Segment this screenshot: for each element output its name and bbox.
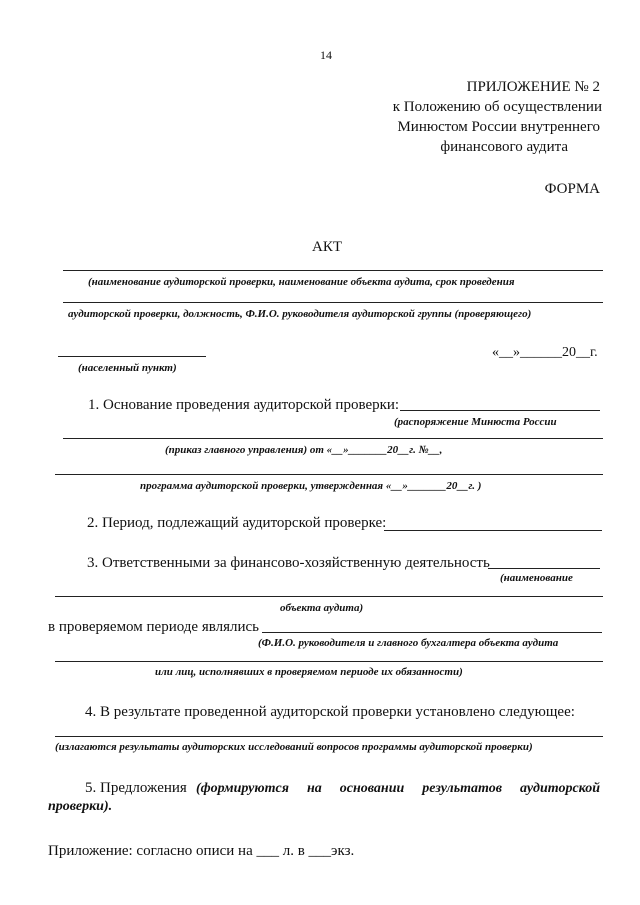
act-title: АКТ [312,239,342,255]
section-2-label: 2. Период, подлежащий аудиторской проверке: [87,515,387,531]
fill-line[interactable] [384,530,602,531]
appendix-line-1: к Положению об осуществлении [392,99,602,115]
fill-line[interactable] [63,438,603,439]
date-field: «__»______20__г. [492,345,598,360]
section-5-text-line-2: проверки). [48,799,113,814]
form-label: ФОРМА [544,181,600,197]
fill-line[interactable] [55,661,603,662]
section-1-caption-c: программа аудиторской проверки, утвержденная «__»_______20__г. ) [140,480,482,492]
section-3-label: 3. Ответственными за финансово-хозяйственную деятельность [87,555,490,571]
caption-audit-name: (наименование аудиторской проверки, наименование объекта аудита, срок проведения [88,276,515,288]
section-5-label: 5. Предложения [85,780,187,796]
section-1-caption-b: (приказ главного управления) от «__»_______20__г. №__, [165,444,443,456]
section-3-caption-a: (наименование [500,572,573,584]
fill-line[interactable] [262,632,602,633]
fill-line[interactable] [63,270,603,271]
appendix-line-3: финансового аудита [440,139,568,155]
section-3-caption-d: или лиц, исполнявших в проверяемом периоде их обязанности) [155,666,463,678]
caption-audit-leader: аудиторской проверки, должность, Ф.И.О. руководителя аудиторской группы (проверяющего) [68,308,532,320]
fill-line[interactable] [55,474,603,475]
caption-place: (населенный пункт) [78,362,177,374]
section-5-text-line-1: (формируются на основании результатов аудиторской [196,781,600,796]
section-3-label-2: в проверяемом периоде являлись [48,619,260,635]
fill-line[interactable] [55,736,603,737]
section-1-caption-a: (распоряжение Минюста России [394,416,557,428]
fill-line[interactable] [55,596,603,597]
appendix-line-2: Минюстом России внутреннего [397,119,600,135]
place-fill-line[interactable] [58,356,206,357]
section-1-label: 1. Основание проведения аудиторской проверки: [88,397,400,413]
section-3-caption-b: объекта аудита) [280,602,364,614]
section-3-caption-c: (Ф.И.О. руководителя и главного бухгалтера объекта аудита [258,637,559,649]
fill-line[interactable] [488,568,600,569]
page-number: 14 [320,48,332,62]
section-4-label: 4. В результате проведенной аудиторской проверки установлено следующее: [85,704,575,720]
section-4-caption: (излагаются результаты аудиторских исследований вопросов программы аудиторской проверки) [55,741,533,753]
attachment-note: Приложение: согласно описи на ___ л. в ___экз. [48,843,355,859]
appendix-title: ПРИЛОЖЕНИЕ № 2 [466,79,600,95]
fill-line[interactable] [63,302,603,303]
fill-line[interactable] [400,410,600,411]
